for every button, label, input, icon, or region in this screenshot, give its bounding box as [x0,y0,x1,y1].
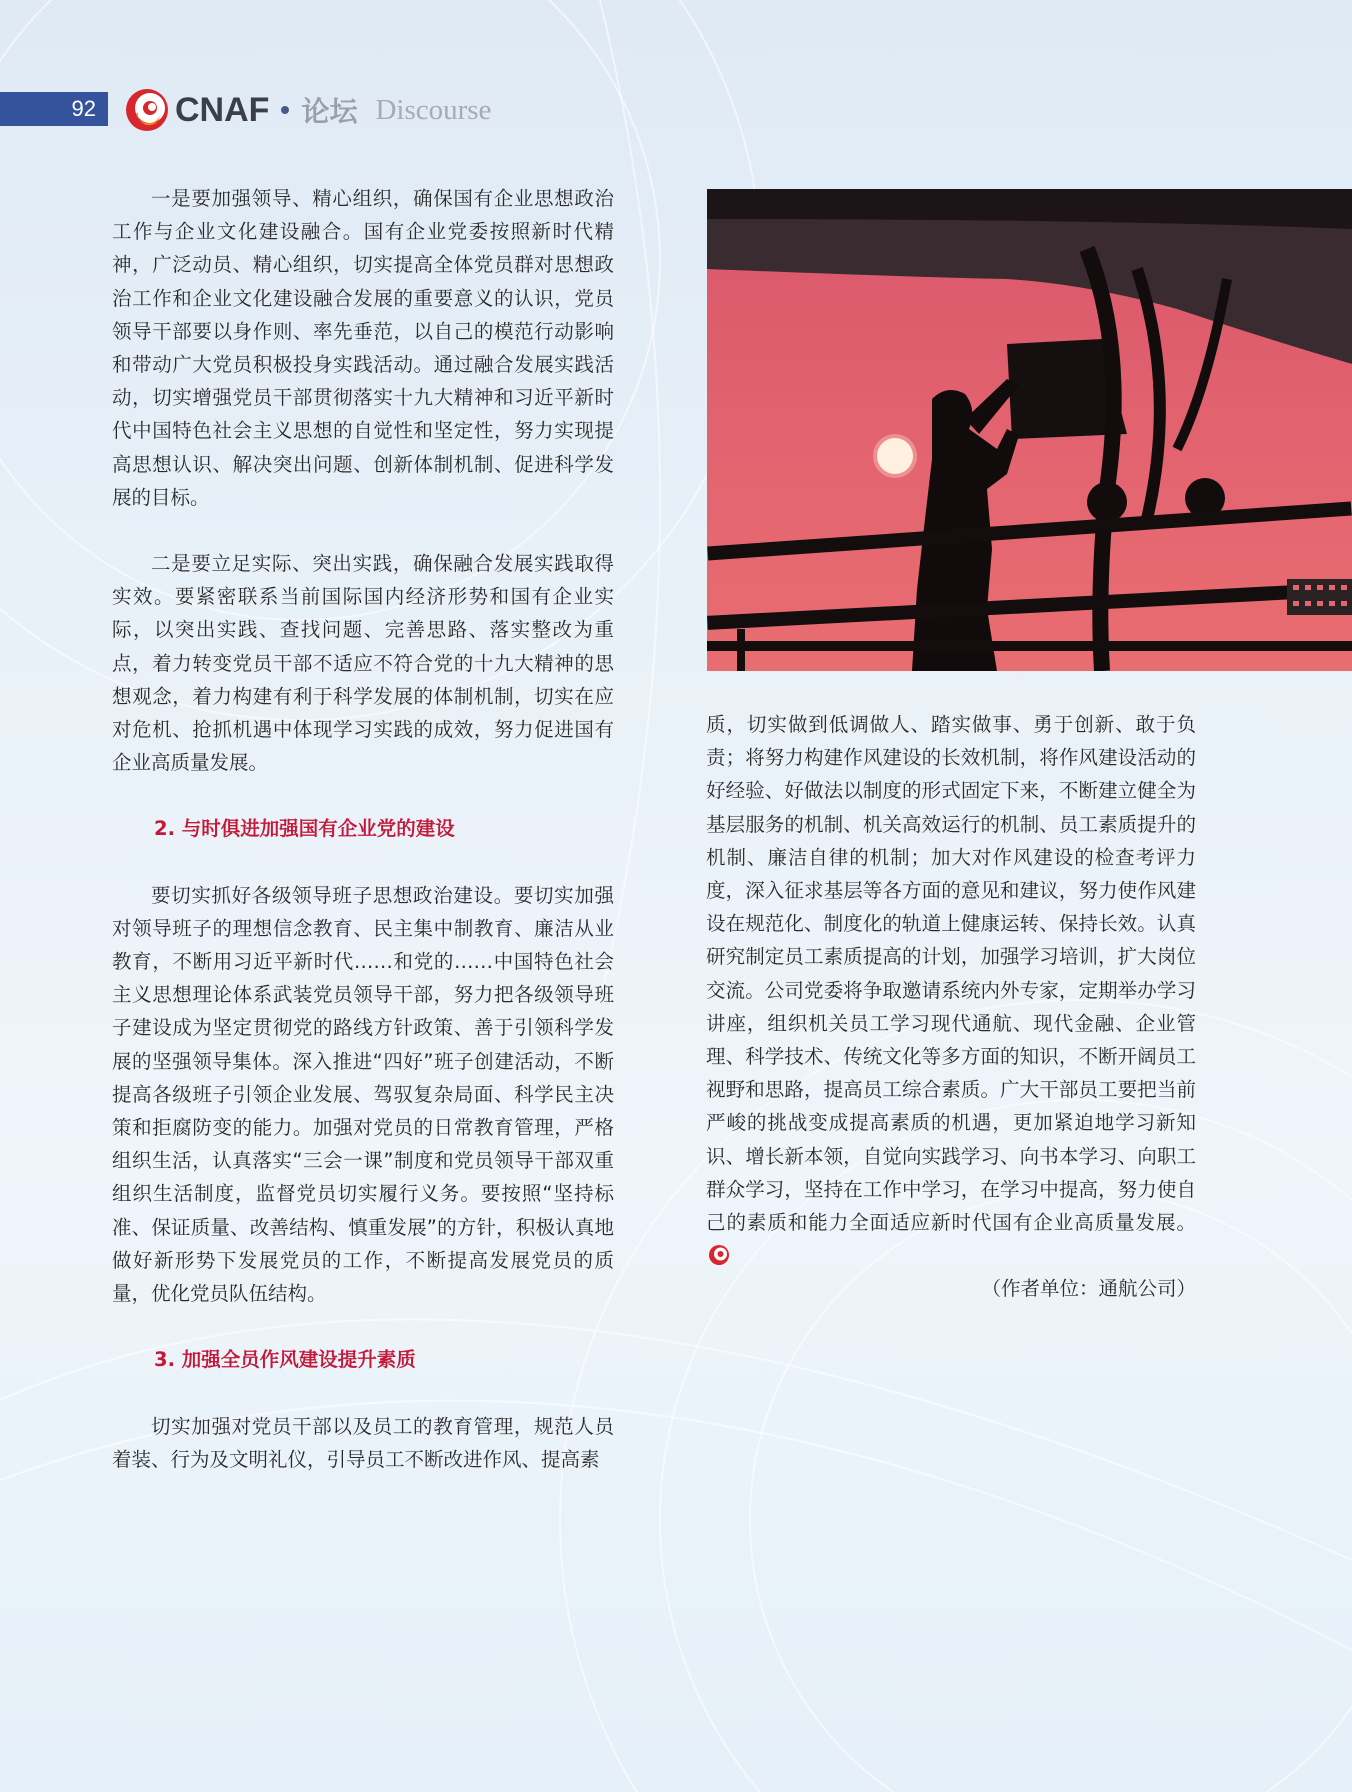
paragraph-4: 切实加强对党员干部以及员工的教育管理，规范人员着装、行为及文明礼仪，引导员工不断改进作风、提高素 [112,1414,614,1471]
author-affiliation: （作者单位：通航公司） [981,1277,1196,1301]
left-column [112,182,614,1476]
paragraph-5 [706,708,1196,1272]
paragraph-1: 一是要加强领导、精心组织，确保国有企业思想政治工作与企业文化建设融合。国有企业党委按照新时代精神，广泛动员、精心组织，切实提高全体党员群对思想政治工作和企业文化建设融合发展的重要意义的认识，党员领导干部要以身作则、率先垂范，以自己的模范行动影响和带动广大党员积极投身实践活动。通过融合发展实践活动，切实增强党员干部贯彻落实十九大精神和习近平新时代中国特色社会主义思想的自觉性和坚定性，努力实现提高思想认识、解决突出问题、创新体制机制、促进科学发展的目标。 [112,187,614,509]
paragraph-3: 要切实抓好各级领导班子思想政治建设。要切实加强对领导班子的理想信念教育、民主集中制教育、廉洁从业教育，不断用习近平新时代……和党的……中国特色社会主义思想理论体系武装党员领导干部，努力把各级领导班子建设成为坚定贯彻党的路线方针政策、善于引领科学发展的坚强领导集体。深入推进“四好”班子创建活动，不断提高各级班子引领企业发展、驾驭复杂局面、科学民主决策和拒腐防变的能力。加强对党员的日常教育管理，严格组织生活，认真落实“三会一课”制度和党员领导干部双重组织生活制度，监督党员切实履行义务。要按照“坚持标准、保证质量、改善结构、慎重发展”的方针，积极认真地做好新形势下发展党员的工作，不断提高发展党员的质量，优化党员队伍结构。 [112,883,614,1306]
brand-name: CNAF [175,90,270,129]
cnaf-logo-icon [122,86,172,134]
section-title-cn: 论坛 [301,95,358,128]
page-number: 92 [0,92,108,126]
worker-silhouette-photo [707,189,1352,671]
brand-title [175,90,491,130]
right-column [706,708,1196,1306]
separator-dot [281,106,289,114]
section-title-en: Discourse [375,93,492,126]
section-heading-3: 3. 加强全员作风建设提升素质 [154,1348,416,1372]
section-heading-2: 2. 与时俱进加强国有企业党的建设 [154,817,455,841]
end-mark-icon [708,1244,730,1266]
paragraph-2: 二是要立足实际、突出实践，确保融合发展实践取得实效。要紧密联系当前国际国内经济形势和国有企业实际，以突出实践、查找问题、完善思路、落实整改为重点，着力转变党员干部不适应不符合党的十九大精神的思想观念，着力构建有利于科学发展的体制机制，切实在应对危机、抢抓机遇中体现学习实践的成效，努力促进国有企业高质量发展。 [112,552,614,775]
paragraph-5-text: 质，切实做到低调做人、踏实做事、勇于创新、敢于负责；将努力构建作风建设的长效机制，将作风建设活动的好经验、好做法以制度的形式固定下来，不断建立健全为基层服务的机制、机关高效运行的机制、员工素质提升的机制、廉洁自律的机制；加大对作风建设的检查考评力度，深入征求基层等各方面的意见和建议，努力使作风建设在规范化、制度化的轨道上健康运转、保持长效。认真研究制定员工素质提高的计划，加强学习培训，扩大岗位交流。公司党委将争取邀请系统内外专家，定期举办学习讲座，组织机关员工学习现代通航、现代金融、企业管理、科学技术、传统文化等多方面的知识，不断开阔员工视野和思路，提高员工综合素质。广大干部员工要把当前严峻的挑战变成提高素质的机遇，更加紧迫地学习新知识、增长新本领，自觉向实践学习、向书本学习、向职工群众学习，坚持在工作中学习，在学习中提高，努力使自己的素质和能力全面适应新时代国有企业高质量发展。 [706,713,1196,1235]
